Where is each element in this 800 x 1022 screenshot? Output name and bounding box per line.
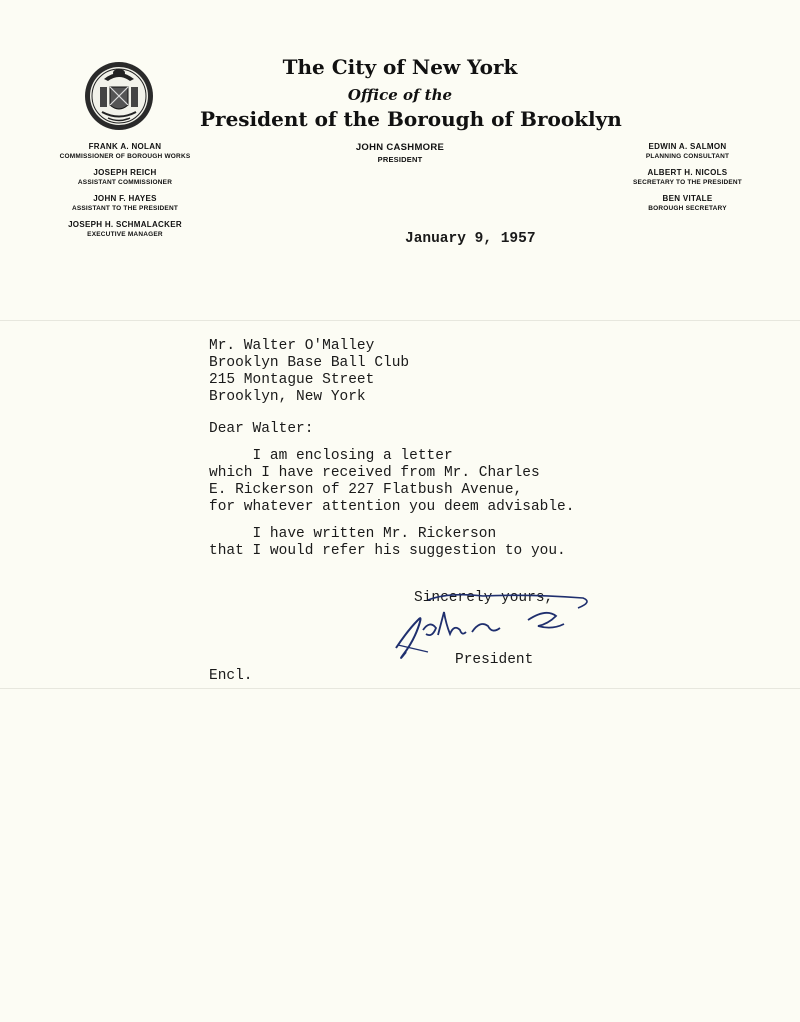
body-line: for whatever attention you deem advisable.	[209, 499, 575, 515]
president-name: JOHN CASHMORE	[355, 142, 445, 153]
fold-line	[0, 320, 800, 321]
staff-list-left	[40, 141, 210, 245]
staff-name: EDWIN A. SALMON	[648, 142, 727, 151]
body-line: I have written Mr. Rickerson	[209, 526, 497, 542]
staff-name: JOSEPH REICH	[93, 168, 157, 177]
body-line: E. Rickerson of 227 Flatbush Avenue,	[209, 482, 523, 498]
staff-title: ASSISTANT COMMISSIONER	[77, 179, 173, 186]
closing: Sincerely yours,	[414, 590, 554, 606]
recipient-address	[209, 338, 409, 406]
staff-name: FRANK A. NOLAN	[88, 142, 162, 151]
staff-name: JOHN F. HAYES	[93, 194, 157, 203]
president-title: PRESIDENT	[377, 155, 423, 164]
staff-title: BOROUGH SECRETARY	[648, 205, 727, 212]
body-line: which I have received from Mr. Charles	[209, 465, 540, 481]
letterhead-president: President of the Borough of Brooklyn	[200, 107, 622, 131]
staff-title: EXECUTIVE MANAGER	[87, 231, 163, 238]
signer-title: President	[455, 652, 534, 668]
letterhead-office: Office of the	[347, 86, 453, 104]
body-line: that I would refer his suggestion to you.	[209, 543, 566, 559]
nyc-seal-icon	[82, 57, 156, 133]
enclosure-note: Encl.	[209, 668, 253, 684]
staff-title: COMMISSIONER OF BOROUGH WORKS	[59, 153, 191, 160]
letterhead-city: The City of New York	[282, 55, 518, 79]
address-line: Brooklyn, New York	[209, 389, 366, 405]
body-line: I am enclosing a letter	[209, 448, 453, 464]
fold-line	[0, 688, 800, 689]
body-paragraph	[209, 448, 574, 516]
address-line: Mr. Walter O'Malley	[209, 338, 375, 354]
body-paragraph	[209, 526, 566, 560]
staff-title: PLANNING CONSULTANT	[645, 153, 730, 160]
staff-name: BEN VITALE	[662, 194, 713, 203]
salutation: Dear Walter:	[209, 421, 314, 437]
address-line: Brooklyn Base Ball Club	[209, 355, 410, 371]
staff-center	[300, 141, 500, 170]
address-line: 215 Montague Street	[209, 372, 375, 388]
staff-list-right	[615, 141, 760, 219]
staff-name: ALBERT H. NICOLS	[647, 168, 728, 177]
staff-title: SECRETARY TO THE PRESIDENT	[633, 179, 742, 186]
staff-name: JOSEPH H. SCHMALACKER	[68, 220, 182, 229]
letter-date: January 9, 1957	[405, 231, 536, 247]
staff-title: ASSISTANT TO THE PRESIDENT	[71, 205, 179, 212]
